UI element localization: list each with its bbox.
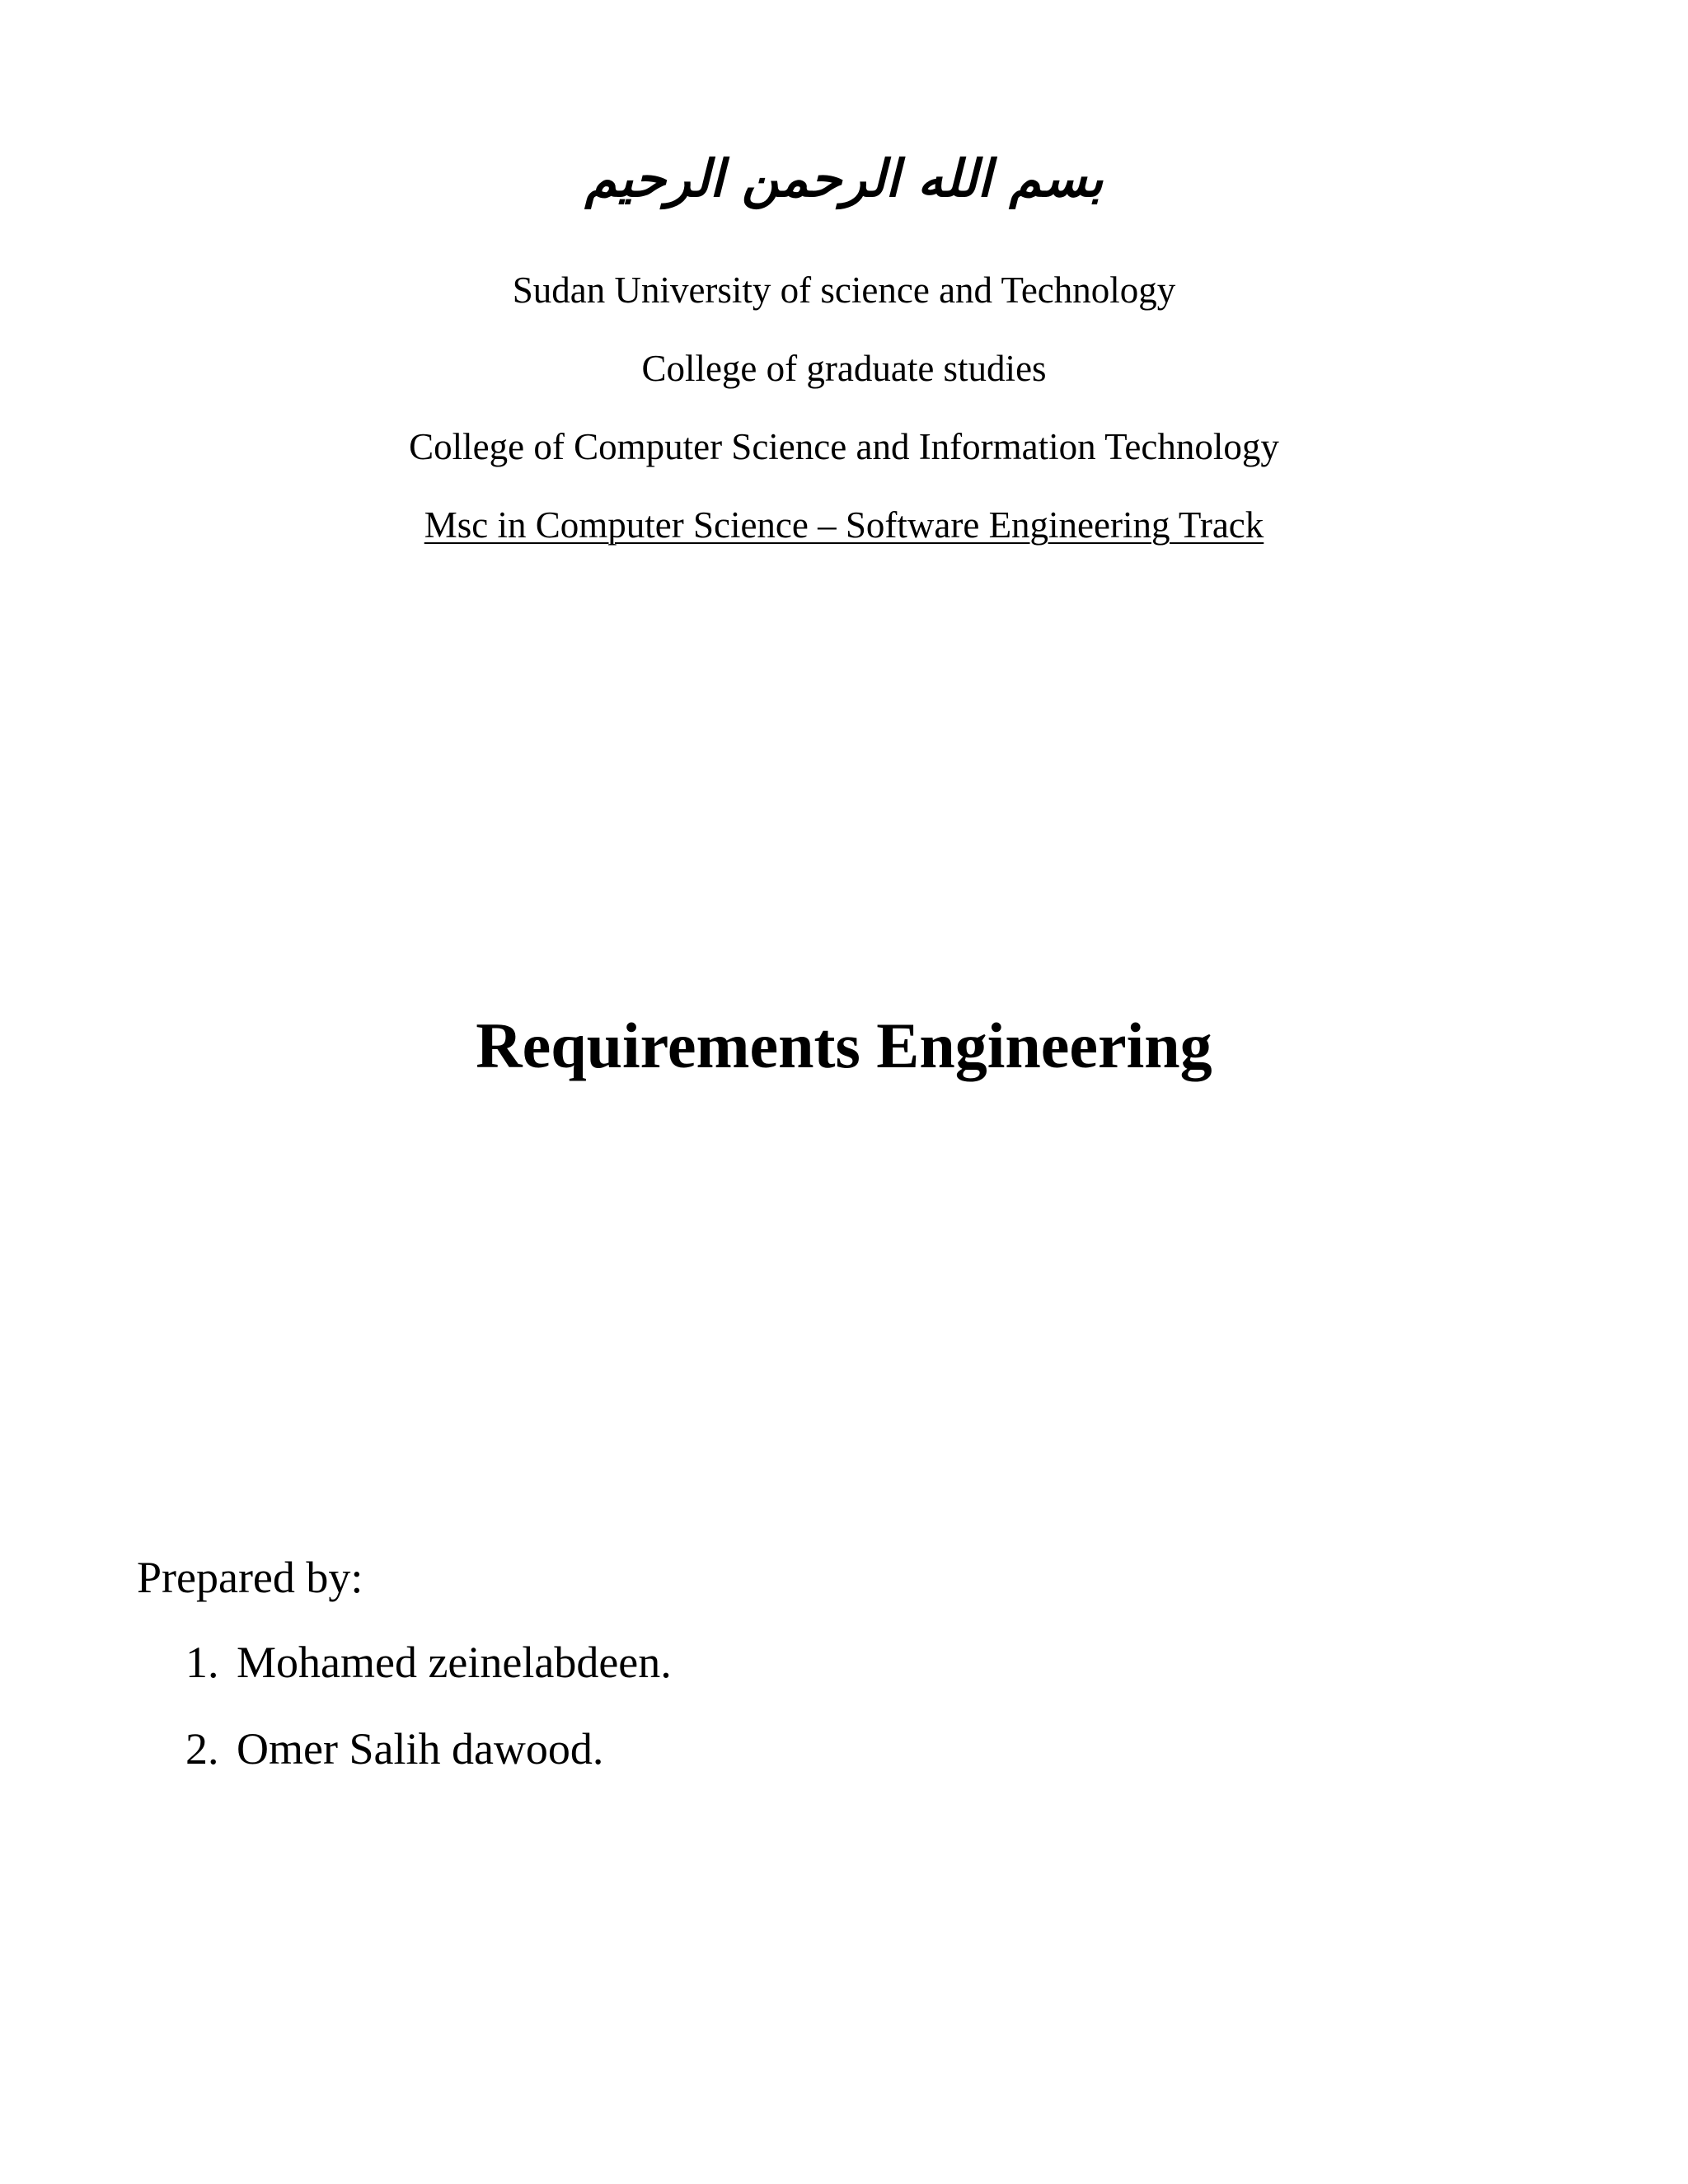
prepared-by-label: Prepared by:: [137, 1553, 363, 1602]
document-title: Requirements Engineering: [476, 1010, 1212, 1081]
college-name: College of Computer Science and Information Technology: [409, 426, 1279, 467]
program-name: [0, 503, 1688, 547]
author-name: Mohamed zeinelabdeen.: [237, 1638, 672, 1687]
author-number: 2.: [185, 1724, 219, 1774]
author-number: 1.: [185, 1638, 219, 1687]
author-name: Omer Salih dawood.: [237, 1724, 604, 1774]
graduate-college-name: College of graduate studies: [641, 348, 1047, 389]
program-name-text: Msc in Computer Science – Software Engineering Track: [424, 504, 1264, 546]
university-name: Sudan University of science and Technology: [512, 269, 1176, 311]
basmala-heading: بسم الله الرحمن الرحيم: [584, 148, 1104, 209]
